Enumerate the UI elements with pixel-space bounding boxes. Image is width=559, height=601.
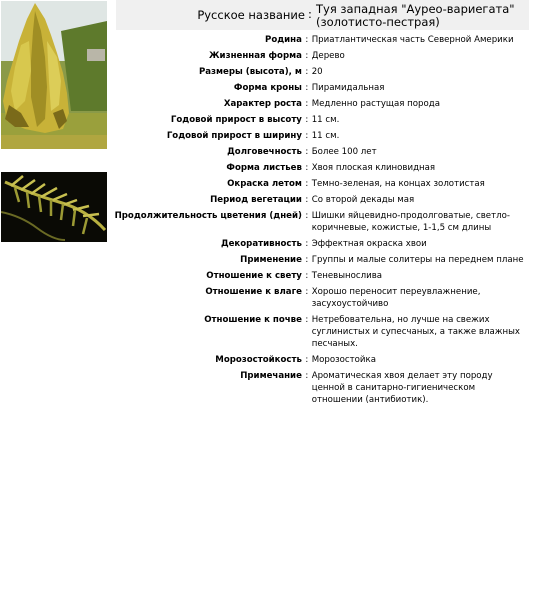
property-row: [112, 208, 529, 236]
property-label: Окраска летом: [227, 179, 302, 189]
property-value: Темно-зеленая, на концах золотистая: [311, 179, 485, 189]
property-label: Форма листьев: [226, 163, 302, 173]
property-value: Хвоя плоская клиновидная: [311, 163, 436, 173]
property-separator: :: [305, 83, 309, 93]
property-label: Характер роста: [223, 99, 302, 109]
property-label: Период вегетации: [210, 195, 302, 205]
property-value: 11 см.: [311, 115, 340, 125]
properties-table: [112, 32, 529, 408]
property-separator: :: [305, 131, 309, 141]
property-separator: :: [305, 255, 309, 265]
property-separator: :: [305, 67, 309, 77]
property-separator: :: [305, 179, 309, 189]
property-label: Отношение к почве: [204, 315, 302, 325]
property-value: Дерево: [311, 51, 345, 61]
property-label: Годовой прирост в высоту: [170, 115, 302, 125]
property-label: Жизненная форма: [209, 51, 302, 61]
property-separator: :: [305, 315, 309, 325]
property-label: Морозостойкость: [215, 355, 302, 365]
property-separator: :: [305, 147, 309, 157]
property-row: [112, 312, 529, 352]
property-row: [112, 176, 529, 192]
property-value: Ароматическая хвоя делает эту породу ценной в санитарно-гигиеническом отношении (антибиотик).: [311, 371, 493, 405]
property-value: Теневынослива: [311, 271, 383, 281]
property-row: [112, 368, 529, 408]
property-row: [112, 144, 529, 160]
thuja-tree-photo: [1, 1, 107, 149]
property-row: [112, 112, 529, 128]
property-separator: :: [305, 115, 309, 125]
property-value: Более 100 лет: [311, 147, 377, 157]
property-separator: :: [305, 163, 309, 173]
property-value: Группы и малые солитеры на переднем плане: [311, 255, 524, 265]
property-value: Нетребовательна, но лучше на свежих суглинистых и супесчаных, а также влажных песчаных.: [311, 315, 520, 349]
property-value: Со второй декады мая: [311, 195, 415, 205]
header-row: [116, 0, 529, 30]
property-row: [112, 268, 529, 284]
property-separator: :: [305, 99, 309, 109]
property-value: Медленно растущая порода: [311, 99, 440, 109]
property-value: 11 см.: [311, 131, 340, 141]
property-label: Размеры (высота), м: [198, 67, 302, 77]
property-label: Применение: [240, 255, 302, 265]
property-row: [112, 80, 529, 96]
property-separator: :: [305, 271, 309, 281]
property-value: Шишки яйцевидно-продолговатые, светло-коричневые, кожистые, 1-1,5 см длины: [311, 211, 510, 233]
property-label: Годовой прирост в ширину: [166, 131, 302, 141]
property-value: 20: [311, 67, 323, 77]
property-separator: :: [305, 35, 309, 45]
property-label: Продолжительность цветения (дней): [114, 211, 302, 221]
header-value: Туя западная "Аурео-вариегата" (золотисто-пестрая): [316, 2, 515, 29]
property-label: Форма кроны: [233, 83, 302, 93]
property-row: [112, 32, 529, 48]
property-row: [112, 236, 529, 252]
property-label: Декоративность: [220, 239, 302, 249]
header-label: Русское название: [197, 8, 305, 22]
thuja-branch-photo: [1, 172, 107, 242]
property-label: Отношение к свету: [206, 271, 302, 281]
property-label: Примечание: [240, 371, 302, 381]
property-label: Родина: [265, 35, 302, 45]
property-row: [112, 284, 529, 312]
property-separator: :: [305, 371, 309, 381]
property-row: [112, 160, 529, 176]
header-separator: :: [308, 7, 312, 21]
property-row: [112, 96, 529, 112]
property-separator: :: [305, 239, 309, 249]
property-row: [112, 64, 529, 80]
property-separator: :: [305, 211, 309, 221]
property-separator: :: [305, 287, 309, 297]
property-row: [112, 252, 529, 268]
property-row: [112, 192, 529, 208]
property-value: Пирамидальная: [311, 83, 385, 93]
property-value: Хорошо переносит переувлажнение, засухоустойчиво: [311, 287, 481, 309]
property-separator: :: [305, 195, 309, 205]
property-value: Морозостойка: [311, 355, 376, 365]
property-value: Приатлантическая часть Северной Америки: [311, 35, 514, 45]
property-label: Долговечность: [227, 147, 302, 157]
property-row: [112, 352, 529, 368]
property-value: Эффектная окраска хвои: [311, 239, 427, 249]
property-separator: :: [305, 51, 309, 61]
property-row: [112, 48, 529, 64]
property-separator: :: [305, 355, 309, 365]
property-row: [112, 128, 529, 144]
property-label: Отношение к влаге: [205, 287, 302, 297]
